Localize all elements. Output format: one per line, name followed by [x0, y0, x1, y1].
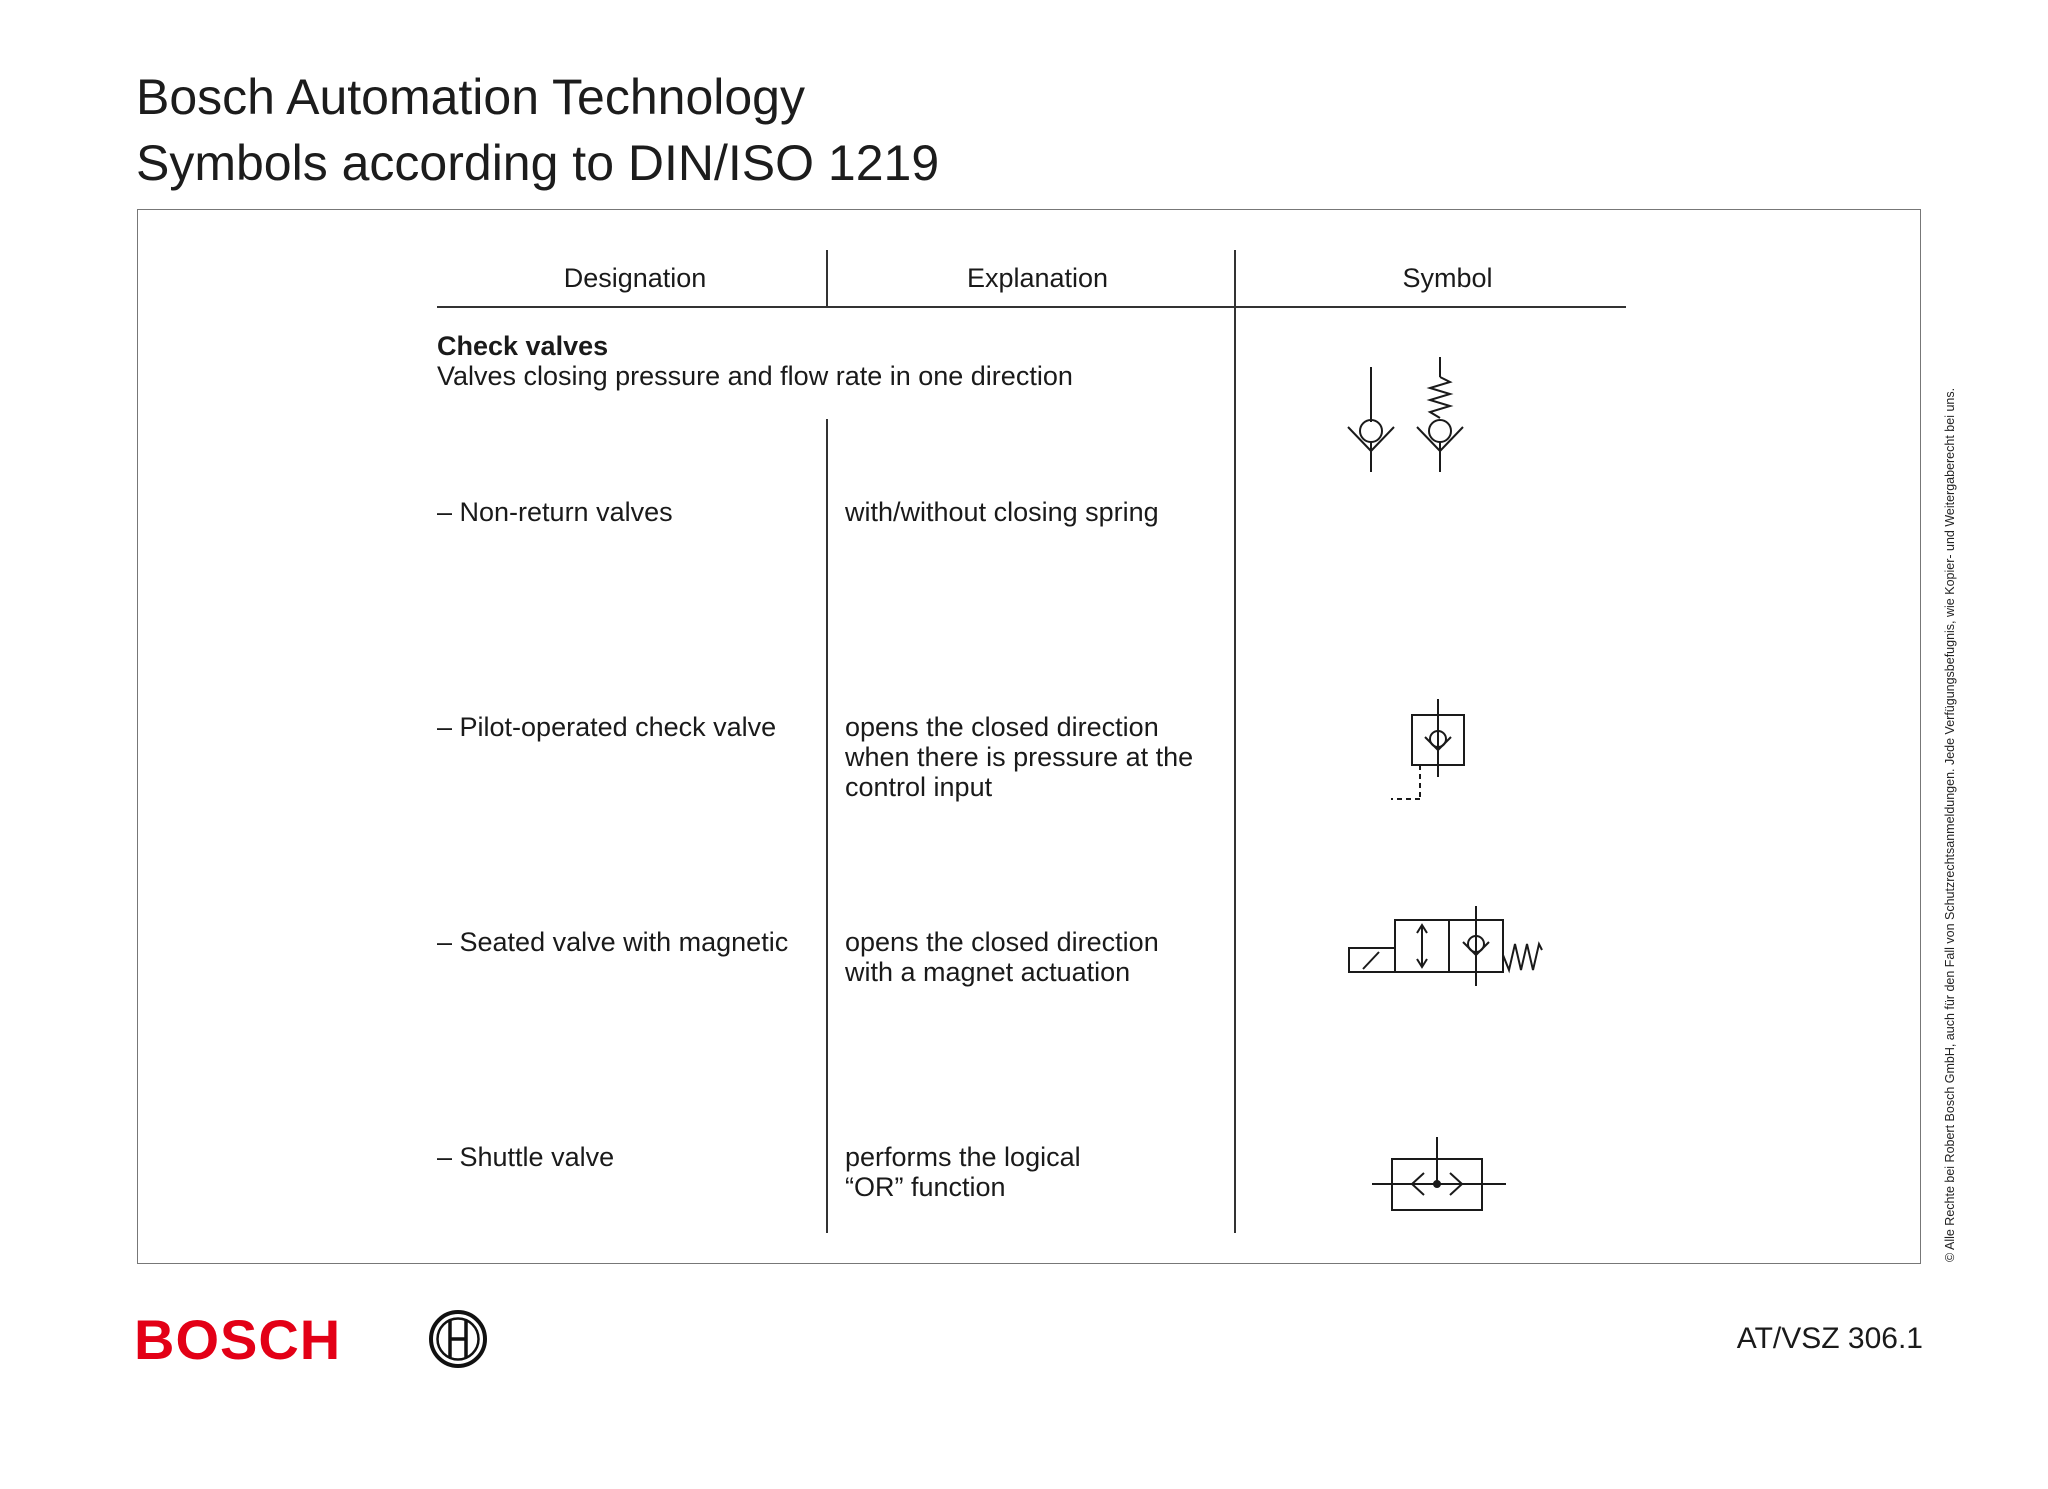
seat-left [1463, 942, 1476, 955]
closing-spring-icon [1430, 377, 1450, 418]
header-divider [437, 306, 1626, 308]
explanation-shuttle-valve [845, 1142, 1081, 1202]
explanation-seated-valve-magnetic [845, 927, 1159, 987]
seat-left [1425, 737, 1438, 750]
designation-non-return-valves: – Non-return valves [437, 497, 673, 527]
column-divider-2 [1234, 250, 1236, 1233]
designation-pilot-operated-check-valve: – Pilot-operated check valve [437, 712, 777, 742]
pilot-operated-check-valve-symbol [1385, 695, 1475, 805]
non-return-valve-ball [1360, 420, 1382, 442]
page-title [136, 64, 939, 196]
explanation-line: control input [845, 772, 993, 802]
explanation-line: when there is pressure at the [845, 742, 1194, 772]
designation-seated-valve-magnetic: – Seated valve with magnetic [437, 927, 789, 957]
section-subtitle: Valves closing pressure and flow rate in one direction [437, 361, 1073, 391]
explanation-line: with/without closing spring [845, 497, 1159, 527]
explanation-line: opens the closed direction [845, 927, 1159, 957]
explanation-line: with a magnet actuation [845, 957, 1131, 987]
header-symbol: Symbol [1402, 263, 1493, 293]
copyright-notice: © Alle Rechte bei Robert Bosch GmbH, auch für den Fall von Schutzrechtsanmeldungen. Jede Verfügungsbefugnis, wie Kopier- und Weitergaberecht bei uns. [1943, 387, 1957, 1262]
explanation-line: performs the logical [845, 1142, 1081, 1172]
return-spring-icon [1503, 944, 1542, 970]
header-designation: Designation [563, 263, 707, 293]
explanation-line: opens the closed direction [845, 712, 1159, 742]
column-divider-1 [826, 419, 828, 1233]
page-title-line1: Bosch Automation Technology [136, 69, 805, 125]
seat-right [1438, 737, 1451, 750]
seat-right [1476, 942, 1489, 955]
header-explanation: Explanation [966, 263, 1109, 293]
column-divider-1-header [826, 250, 828, 307]
shuttle-valve-symbol [1370, 1135, 1510, 1215]
seated-valve-magnetic-symbol [1345, 900, 1545, 1000]
bosch-wordmark: BOSCH [134, 1308, 342, 1371]
designation-shuttle-valve: – Shuttle valve [437, 1142, 615, 1172]
explanation-pilot-operated-check-valve [845, 712, 1193, 802]
shuttle-ball [1434, 1181, 1440, 1187]
non-return-valve-symbols [1340, 355, 1490, 475]
spring-valve-ball [1429, 420, 1451, 442]
section-title: Check valves [437, 331, 609, 361]
solenoid-diagonal [1363, 952, 1379, 969]
page-title-line2: Symbols according to DIN/ISO 1219 [136, 135, 940, 191]
explanation-non-return-valves [845, 497, 1159, 527]
document-number: AT/VSZ 306.1 [1736, 1322, 1923, 1355]
explanation-line: “OR” function [845, 1172, 1006, 1202]
bosch-armature-logo-icon [428, 1309, 488, 1369]
